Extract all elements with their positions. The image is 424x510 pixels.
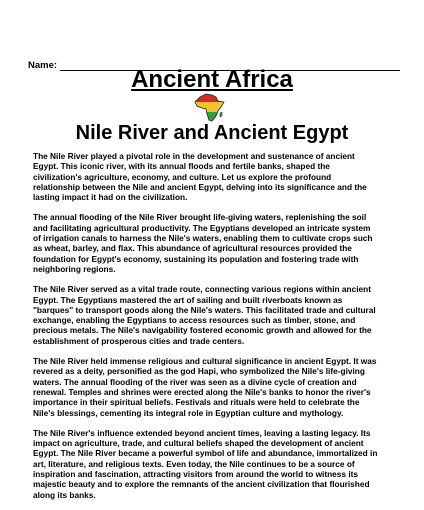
paragraph-flooding: The annual flooding of the Nile River brought life-giving waters, replenishing the soil and facilitating agricultural productivity. The Egyptians developed an intricate system of irrigation canals to harness the Nile's waters, enabling them to cultivate crops such as wheat, barley, and flax. This abundance of agricultural resources provided the foundation for Egypt's economy, sustaining its population and fostering trade with neighboring regions. bbox=[33, 212, 373, 274]
paragraph-legacy: The Nile River's influence extended beyond ancient times, leaving a lasting legacy. Its impact on agriculture, trade, and cultural beliefs shaped the development of ancient Egypt. The Nile River became a powerful symbol of life and abundance, immortalized in art, literature, and religious texts. Even today, the Nile continues to be a source of inspiration and fascination, attracting visitors from around the world to witness its majestic beauty and to explore the remnants of the ancient civilization that flourished along its banks. bbox=[33, 427, 378, 500]
page-subtitle: Nile River and Ancient Egypt bbox=[75, 122, 349, 144]
africa-map-icon bbox=[191, 92, 229, 122]
paragraph-intro: The Nile River played a pivotal role in the development and sustenance of ancient Egypt. This iconic river, with its annual floods and fertile banks, shaped the civilization's agriculture, economy, and culture. Let us explore the profound relationship between the Nile and ancient Egypt, delving into its significance and the lasting impact it had on the civilization. bbox=[33, 151, 367, 203]
name-label: Name: bbox=[28, 60, 58, 71]
page-title: Ancient Africa bbox=[131, 66, 293, 93]
article-body bbox=[33, 151, 393, 510]
paragraph-religion: The Nile River held immense religious and cultural significance in ancient Egypt. It was revered as a deity, personified as the god Hapi, who symbolized the Nile's life-giving waters. The annual flooding of the river was seen as a divine cycle of creation and renewal. Temples and shrines were erected along the Nile's banks to honor the river's importance in their spiritual beliefs. Festivals and rituals were held to celebrate the Nile's blessings, cementing its integral role in Egyptian culture and mythology. bbox=[33, 356, 377, 418]
paragraph-trade: The Nile River served as a vital trade route, connecting various regions within ancient Egypt. The Egyptians mastered the art of sailing and built riverboats known as "barques" to transport goods along the Nile's waters. This facilitated trade and cultural exchange, enabling the Egyptians to access resources such as timber, stone, and precious metals. The Nile's navigability fostered economic growth and allowed for the establishment of prosperous cities and trade centers. bbox=[33, 284, 376, 346]
